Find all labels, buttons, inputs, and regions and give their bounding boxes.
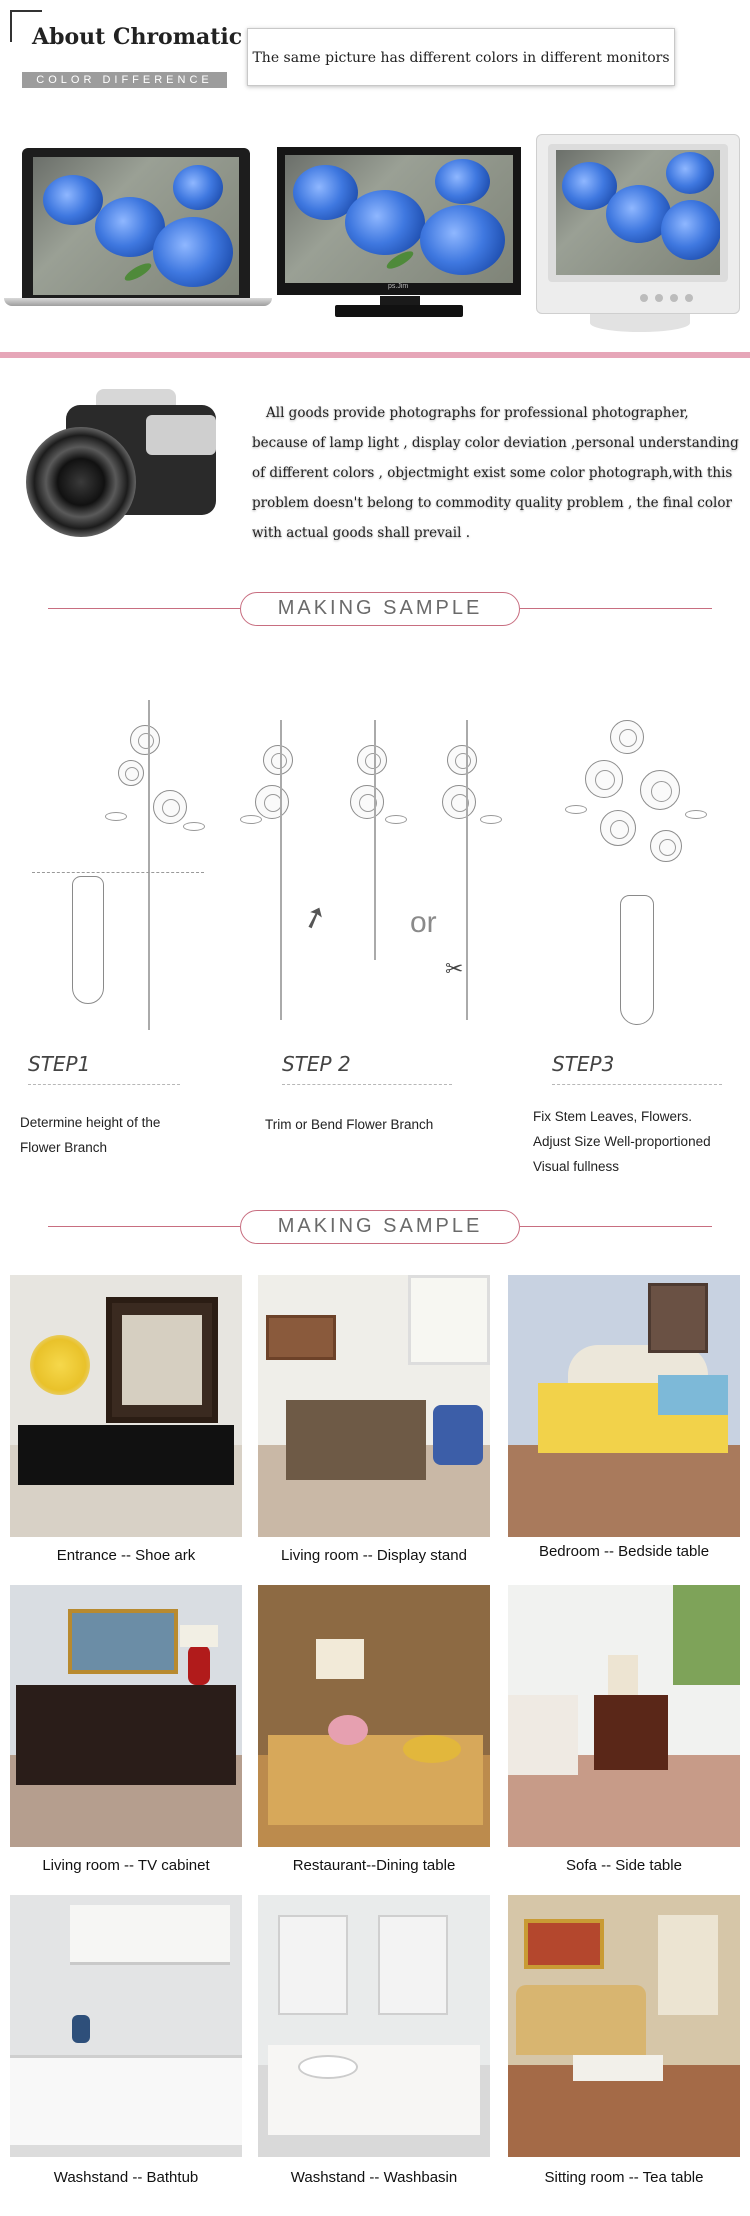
framed-painting bbox=[524, 1919, 604, 1969]
window-valance bbox=[70, 1905, 230, 1965]
rose-sketch bbox=[263, 745, 293, 775]
rose-sketch bbox=[357, 745, 387, 775]
table-lamp bbox=[608, 1655, 638, 1695]
leaf-sketch bbox=[565, 805, 587, 814]
window bbox=[408, 1275, 490, 1365]
crt-screen-image bbox=[556, 150, 720, 275]
room-photo bbox=[10, 1585, 242, 1847]
stem-sketch bbox=[280, 720, 282, 1020]
room-caption: Washstand -- Washbasin bbox=[290, 2169, 458, 2186]
room-caption: Washstand -- Bathtub bbox=[53, 2169, 199, 2186]
room-caption: Entrance -- Shoe ark bbox=[56, 1547, 196, 1564]
leaf-sketch bbox=[385, 815, 407, 824]
rose-sketch bbox=[447, 745, 477, 775]
flower-blob bbox=[345, 190, 425, 255]
blue-chair bbox=[433, 1405, 483, 1465]
tv-stand bbox=[335, 305, 463, 317]
camera-icon bbox=[26, 385, 226, 535]
room-photo bbox=[258, 1585, 490, 1847]
crt-button bbox=[655, 294, 663, 302]
crt-stand bbox=[590, 314, 690, 332]
carved-tv-cabinet bbox=[16, 1685, 236, 1785]
rose-sketch bbox=[442, 785, 476, 819]
step2-description: Trim or Bend Flower Branch bbox=[265, 1117, 434, 1132]
blue-vase bbox=[72, 2015, 90, 2043]
chocolate-sign bbox=[316, 1639, 364, 1679]
rose-sketch bbox=[650, 830, 682, 862]
white-bathtub bbox=[10, 2055, 242, 2145]
color-disclaimer-text: All goods provide photographs for professional photographer, because of lamp light , display color deviation ,personal understanding of different colors , objectmight exist some color photograph,with this problem doesn't belong to commodity quality problem , the final color with actual goods shall prevail . bbox=[252, 405, 739, 541]
wall-picture bbox=[648, 1283, 708, 1353]
rose-sketch bbox=[350, 785, 384, 819]
leaf-sketch bbox=[685, 810, 707, 819]
flower-blob bbox=[153, 217, 233, 287]
leaf-sketch bbox=[480, 815, 502, 824]
rose-sketch bbox=[130, 725, 160, 755]
pink-divider bbox=[0, 352, 750, 358]
rose-sketch bbox=[255, 785, 289, 819]
section-title: MAKING SAMPLE bbox=[240, 592, 520, 626]
room-photo bbox=[10, 1895, 242, 2157]
room-caption: Sofa -- Side table bbox=[566, 1857, 682, 1874]
washbasin-counter bbox=[268, 2045, 480, 2135]
tv-screen-image bbox=[285, 155, 513, 283]
crt-button bbox=[685, 294, 693, 302]
room-photo bbox=[508, 1895, 740, 2157]
bend-arrow-icon: ➚ bbox=[297, 897, 333, 938]
crt-button bbox=[640, 294, 648, 302]
vase-sketch bbox=[620, 895, 654, 1025]
room-caption: Bedroom -- Bedside table bbox=[538, 1543, 710, 1560]
yellow-flowers bbox=[30, 1335, 90, 1395]
lampshade bbox=[180, 1625, 218, 1647]
scissors-icon: ✂ bbox=[445, 956, 464, 981]
room-caption: Sitting room -- Tea table bbox=[544, 2169, 704, 2186]
blue-pillow bbox=[658, 1375, 728, 1415]
basin bbox=[298, 2055, 358, 2079]
flower-blob bbox=[666, 152, 714, 194]
floor bbox=[508, 1445, 740, 1537]
framed-painting bbox=[68, 1609, 178, 1674]
window-greenery bbox=[673, 1585, 740, 1685]
stem-sketch bbox=[466, 720, 468, 1020]
white-tea-table bbox=[573, 2055, 663, 2081]
display-stand bbox=[286, 1400, 426, 1480]
color-note-box: The same picture has different colors in different monitors bbox=[247, 28, 675, 86]
vase-sketch bbox=[72, 876, 104, 1004]
flower-blob bbox=[661, 200, 720, 260]
rose-sketch bbox=[610, 720, 644, 754]
wall bbox=[258, 1585, 490, 1755]
leaf-sketch bbox=[240, 815, 262, 824]
header-line-left bbox=[48, 608, 240, 609]
step1-label: STEP1 bbox=[28, 1052, 91, 1076]
rose-sketch bbox=[585, 760, 623, 798]
room-photo bbox=[258, 1275, 490, 1537]
making-sample-header-2 bbox=[48, 1210, 712, 1244]
room-caption: Living room -- Display stand bbox=[281, 1547, 467, 1564]
room-photo bbox=[508, 1585, 740, 1847]
laptop-screen-image bbox=[33, 157, 239, 295]
step3-underline bbox=[552, 1084, 722, 1085]
height-guide-line bbox=[32, 872, 204, 873]
leaf-shape bbox=[123, 260, 154, 284]
step1-underline bbox=[28, 1084, 180, 1085]
mirror bbox=[278, 1915, 348, 2015]
camera-grip bbox=[146, 415, 216, 455]
header-line-left bbox=[48, 1226, 240, 1227]
step2-label: STEP 2 bbox=[282, 1052, 351, 1076]
flower-bouquet bbox=[328, 1715, 368, 1745]
step3-label: STEP3 bbox=[552, 1052, 615, 1076]
room-photo bbox=[508, 1275, 740, 1537]
or-text: or bbox=[410, 906, 437, 939]
header-line-right bbox=[520, 1226, 712, 1227]
rose-sketch bbox=[640, 770, 680, 810]
tv-logo: ps.Jim bbox=[388, 283, 409, 290]
rose-sketch bbox=[153, 790, 187, 824]
subtitle-bar: COLOR DIFFERENCE bbox=[22, 72, 227, 88]
laptop-base bbox=[4, 298, 272, 306]
room-caption: Restaurant--Dining table bbox=[292, 1857, 456, 1874]
room-photo bbox=[10, 1275, 242, 1537]
camera-lens bbox=[26, 427, 136, 537]
fruit-bowl bbox=[403, 1735, 461, 1763]
crt-button bbox=[670, 294, 678, 302]
rose-sketch bbox=[118, 760, 144, 786]
flower-blob bbox=[173, 165, 223, 210]
stem-sketch bbox=[374, 720, 376, 960]
leaf-sketch bbox=[183, 822, 205, 831]
leaf-sketch bbox=[105, 812, 127, 821]
red-lamp-base bbox=[188, 1645, 210, 1685]
header-line-right bbox=[520, 608, 712, 609]
curtained-window bbox=[658, 1915, 718, 2015]
section-title: MAKING SAMPLE bbox=[240, 1210, 520, 1244]
step1-description: Determine height of the Flower Branch bbox=[20, 1115, 161, 1155]
shoe-cabinet bbox=[18, 1425, 234, 1485]
rose-sketch bbox=[600, 810, 636, 846]
white-sofa bbox=[508, 1695, 578, 1775]
starfish-print bbox=[122, 1315, 202, 1405]
flower-blob bbox=[435, 159, 490, 204]
step3-description: Fix Stem Leaves, Flowers. Adjust Size Well-proportioned Visual fullness bbox=[533, 1109, 711, 1174]
gold-sofa bbox=[516, 1985, 646, 2055]
wall-picture bbox=[266, 1315, 336, 1360]
side-table-trunk bbox=[594, 1695, 668, 1770]
page-title: About Chromatic bbox=[32, 24, 243, 50]
mirror bbox=[378, 1915, 448, 2015]
stem-sketch bbox=[148, 700, 150, 1030]
making-sample-header bbox=[48, 592, 712, 626]
room-caption: Living room -- TV cabinet bbox=[42, 1857, 210, 1874]
room-photo bbox=[258, 1895, 490, 2157]
flower-blob bbox=[420, 205, 505, 275]
flower-blob bbox=[43, 175, 103, 225]
step2-underline bbox=[282, 1084, 452, 1085]
